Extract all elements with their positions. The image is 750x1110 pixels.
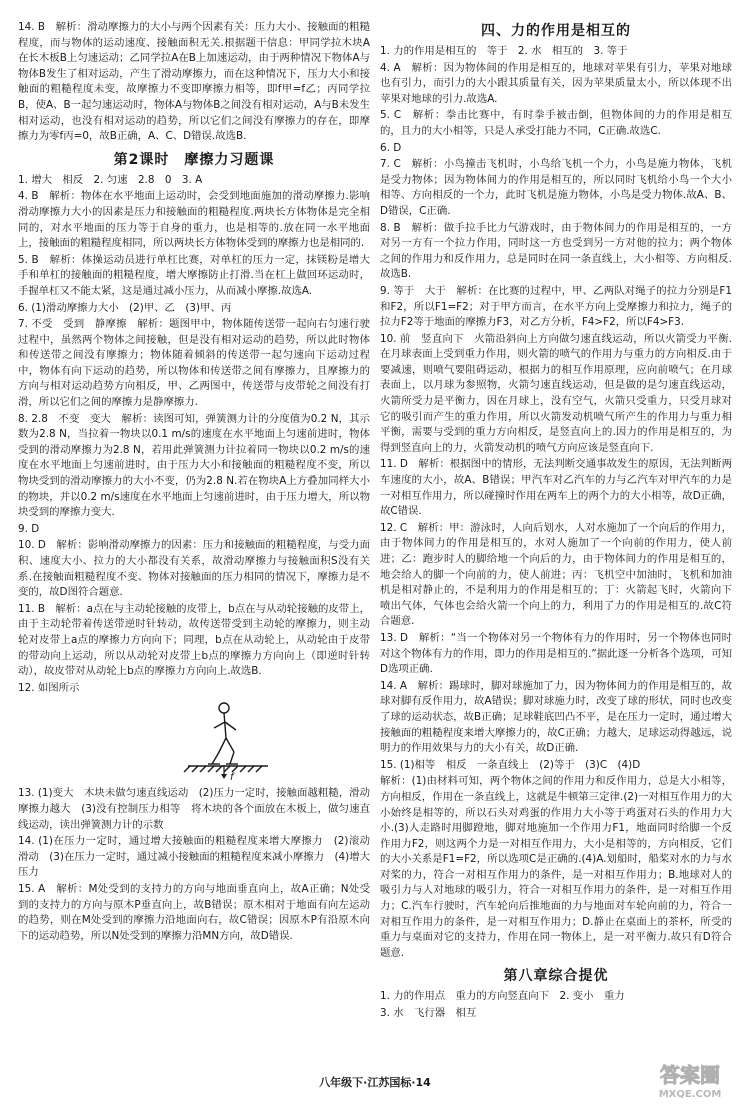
answer-block: 7. C 解析：小鸟撞击飞机时，小鸟给飞机一个力，小鸟是施力物体，飞机是受力物体；因为物体间力的作用是相互的，所以同时飞机给小鸟一个大小相等、方向相反的一个力，此时飞机是施力物体，小鸟是受力物体.故A、B、D错误，C正确. [380,158,732,217]
section-title-interaction: 四、力的作用是相互的 [481,23,631,39]
answer-block: 1. 增大 相反 2. 匀速 2.8 0 3. A [18,173,203,186]
answer-block: 9. D [18,522,40,535]
watermark-url: MXQE.COM [658,1089,722,1100]
answer-block: 10. D 解析：影响滑动摩擦力的因素：压力和接触面的粗糙程度，与受力面积、速度大小、拉力的大小都没有关系，故滑动摩擦力与接触面积S没有关系.在接触面粗糙程度不变、物体对接触面的压力相同的情况下，摩擦力是不变的，故D图符合题意. [18,539,370,599]
section-title-chapter8: 第八章综合提优 [503,968,609,985]
answer-block: 9. 等于 大于 解析：在比赛的过程中，甲、乙两队对绳子的拉力分别是F1和F2，所以F1=F2；对于甲方而言，在水平方向上受摩擦力和拉力，绳子的拉力F2等于地面的摩擦力F3，对乙方分析，F4>F2，所以F4>F3. [380,284,732,329]
answer-block: 解析：(1)由材料可知，两个物体之间的作用力和反作用力，总是大小相等，方向相反，作用在一条直线上，这就是牛顿第三定律.(2)一对相互作用力的大小始终是相等的，所以石头对鸡蛋的作用力大小等于鸡蛋对石头的作用力大小.(3)人走路时用脚蹬地，脚对地施加一个作用力F1，地面同时给脚一个反作用力F2，则这两个力是一对相互作用力，大小是相等的，方向相反，它们的大小关系是F1=F2，所以选项C是正确的.(4)A.划船时，船桨对水的力与水对桨的力，符合一对相互作用力的条件，是一对相互作用力；B.地球对人的吸引力与人对地球的吸引力，符合一对相互作用力的条件，是一对相互作用力；C.汽车行驶时，汽车轮向后推地面的力与地面对车轮向前的力，符合一对相互作用力的条件，是一对相互作用力；D.静止在桌面上的茶杯，所受的重力与桌面对它的支持力，作用在同一物体上，是一对平衡力.故只有D符合题意. [380,775,732,959]
force-label: f [230,772,234,784]
answer-block: 12. C 解析：甲：游泳时，人向后划水，人对水施加了一个向后的作用力，由于物体间力的作用是相互的，水对人施加了一个向前的作用力，使人前进；乙：跑步时人的脚给地一个向后的力，由于物体间力的作用是相互的，地会给人的脚一个向前的力，使人前进；丙：飞机空中加油时，飞机和加油机是相对静止的，不是利用力的作用是相互的；丁：火箭起飞时，火箭向下喷出气体，气体也会给火箭一个向上的力，利用了力的作用是相互的.故C符合题意. [380,521,732,628]
answer-block: 15. A 解析：M处受到的支持力的方向与地面垂直向上，故A正确；N处受到的支持力的方向与原木P垂直向上，故B错误；原木相对于地面有向左运动的趋势，则在M处受到的摩擦力沿地面向右，故C错误；因原木P有沿原木向下的运动趋势，所以N处受到的摩擦力沿MN方向，故D错误. [18,882,370,942]
answer-block: 5. B 解析：体操运动员进行单杠比赛，对单杠的压力一定，抹镁粉是增大手和单杠的接触面的粗糙程度，增大摩擦防止打滑.当在杠上做回环运动时，手握单杠又不能太紧，这是通过减小压力，从而减小摩擦.故选A. [18,253,370,297]
answer-block: 4. A 解析：因为物体间的作用是相互的，地球对苹果有引力，苹果对地球也有引力，而引力的大小跟其质量有关，因为苹果质量太小，所以体现不出苹果对地球的引力.故选A. [380,61,732,105]
answer-block: 8. 2.8 不变 变大 解析：读图可知，弹簧测力计的分度值为0.2 N，其示数为2.8 N，当拉着一物块以0.1 m/s的速度在水平地面上匀速前进时，物体受到的滑动摩擦力为2.8 N，若用此弹簧测力计拉着同一物块以0.2 m/s的速度在水平地面上匀速前进时，由于压力大小和接触面的粗糙程度不变，所以物块受到的滑动摩擦力的大小不变，仍为2.8 N.若在物块A上方叠加同样大小的物块，并以0.2 m/s速度在水平地面上匀速前进时，由于压力增大，所以物块受到的摩擦力变大. [18,412,370,519]
page-footer: 八年级下·江苏国标·14 [319,1076,431,1089]
answer-block: 11. D 解析：根据图中的情形，无法判断交通事故发生的原因，无法判断两车速度的大小，故A、B错误；甲汽车对乙汽车的力与乙汽车对甲汽车的力是一对相互作用力，所以碰撞时作用在两车上的两个力的大小相等，故D正确，故C错误. [380,458,732,518]
right-column [380,20,732,1060]
site-watermark-logo [640,1058,740,1102]
answer-block: 14. A 解析：踢球时，脚对球施加了力，因为物体间力的作用是相互的，故球对脚有反作用力，故A错误；脚对球施力时，改变了球的形状，同时也改变了球的运动状态，故B正确；足球鞋底凹凸不平，是在压力一定时，通过增大接触面的粗糙程度来增大摩擦力的，故C正确；力越大，足球运动得越远，说明力的作用效果与力的大小有关，故D正确. [380,679,732,755]
answer-block: 1. 力的作用是相互的 等于 2. 水 相互的 3. 等于 [380,45,628,57]
answer-block: 13. D 解析：“当一个物体对另一个物体有力的作用时，另一个物体也同时对这个物体有力的作用，即力的作用是相互的.”据此逐一分析各个选项，可知D选项正确. [380,631,732,676]
answer-block: 7. 不受 受到 静摩擦 解析：题图甲中，物体随传送带一起向右匀速行驶过程中，虽然两个物体之间接触，但是没有相对运动的趋势，所以此时物体和传送带之间没有摩擦力；物体随着倾斜的传送带一起匀速向下运动过程中，物体有向下运动的趋势，所以物体和传送带之间有摩擦力，且摩擦力的方向与相对运动趋势方向相反，甲、乙两图中，传送带与皮带轮之间没有打滑，所以它们之间的摩擦力是静摩擦力. [18,318,370,409]
watermark-title: 答案圈 [660,1063,720,1087]
answer-block: 6. (1)滑动摩擦力大小 (2)甲、乙 (3)甲、丙 [18,301,232,314]
answer-block: 14. (1)在压力一定时，通过增大接触面的粗糙程度来增大摩擦力 (2)滚动 滑动 (3)在压力一定时，通过减小接触面的粗糙程度来减小摩擦力 (4)增大压力 [18,835,381,879]
answer-block: 4. B 解析：物体在水平地面上运动时，会受到地面施加的滑动摩擦力.影响滑动摩擦力大小的因素是压力和接触面的粗糙程度.两块长方体物体是完全相同的，对水平地面的压力等于自身的重力，也是相等的.放在同一水平地面上，接触面的粗糙程度相同，所以两块长方体物体受到的摩擦力也是相同的. [18,190,370,250]
answer-block: 10. 前 竖直向下 火箭沿斜向上方向做匀速直线运动，所以火箭受力平衡.在月球表面上受到重力作用，则火箭的喷气的作用力与重力的方向相反.由于要减速，则喷气要阻碍运动，根据力的相互作用原理，应向前喷气；在月球表面上，以月球为参照物，火箭匀速直线运动，但是做的是匀速直线运动，火箭所受力是平衡力，因在月球上，没有空气，火箭只受重力，只受月球对它的吸引而产生的重力作用，所以火箭发动机喷气所产生的作用力与重力相平衡，需要与受到的重力方向相反，是竖直向上的.因力的作用是相互的，为得到竖直向上的力，火箭发动机的喷气方向应该是竖直向下. [380,332,732,454]
answer-block: 13. (1)变大 木块未做匀速直线运动 (2)压力一定时，接触面越粗糙，滑动摩擦力越大 (3)没有控制压力相等 将木块的各个面放在木板上，做匀速直线运动，读出弹簧测力计的示数 [18,787,370,831]
answer-block: 3. 水 飞行器 相互 [380,1007,477,1020]
skater-force-figure [18,698,370,782]
section-title-lesson2: 第2课时 摩擦力习题课 [113,151,275,168]
answer-block: 8. B 解析：做手拉手比力气游戏时，由于物体间力的作用是相互的，一方对另一方有一个拉力作用，同时这一方也受到另一方对他的拉力；两个物体之间的作用力和反作用力，总是同时在同一条直线上，大小相等、方向相反.故选B. [380,221,732,281]
answer-block: 14. B 解析：滑动摩擦力的大小与两个因素有关：压力大小、接触面的粗糙程度，而与物体的运动速度、接触面积无关.根据题干信息：甲同学拉木块A在长木板B上匀速运动；乙同学拉A在B上加速运动，由于两种情况下物体A与物体B发生了相对运动，产生了滑动摩擦力，而在这种情况下，压力大小和接触面的粗糙程度未变，故摩擦力不变即摩擦力相等，即f甲=f乙；丙同学拉B，使A、B一起匀速运动时，物体A与物体B之间没有相对运动，A与B未发生相对运动，也没有相对运动的趋势，所以它们之间没有摩擦力的存在，即摩擦力为零f丙=0，故B正确，A、C、D错误.故选B. [18,21,370,143]
answer-block: 5. C 解析：拳击比赛中，有时拳手被击倒，但物体间的力的作用是相互的，且力的大小相等，只是人承受打能力不同，C正确.故选C. [380,109,732,137]
answer-block: 15. (1)相等 相反 一条直线上 (2)等于 (3)C (4)D [380,758,641,771]
answer-block: 11. B 解析：a点在与主动轮接触的皮带上，b点在与从动轮接触的皮带上，由于主动轮带着传送带逆时针转动，故传送带受到主动轮的摩擦力，则主动轮对皮带上a点的摩擦力方向向下；同理，b点在从动轮上，从动轮由于皮带的带动向上运动，所以从动轮对皮带上b点的摩擦力方向向上（即逆时针转动），故皮带对从动轮上b点的摩擦力方向向上.故选B. [18,602,370,678]
answer-block: 1. 力的作用点 重力的方向竖直向下 2. 变小 重力 [380,990,625,1003]
left-column [18,20,381,1060]
answer-block: 12. 如图所示 [18,681,80,694]
answer-block: 6. D [380,141,402,154]
